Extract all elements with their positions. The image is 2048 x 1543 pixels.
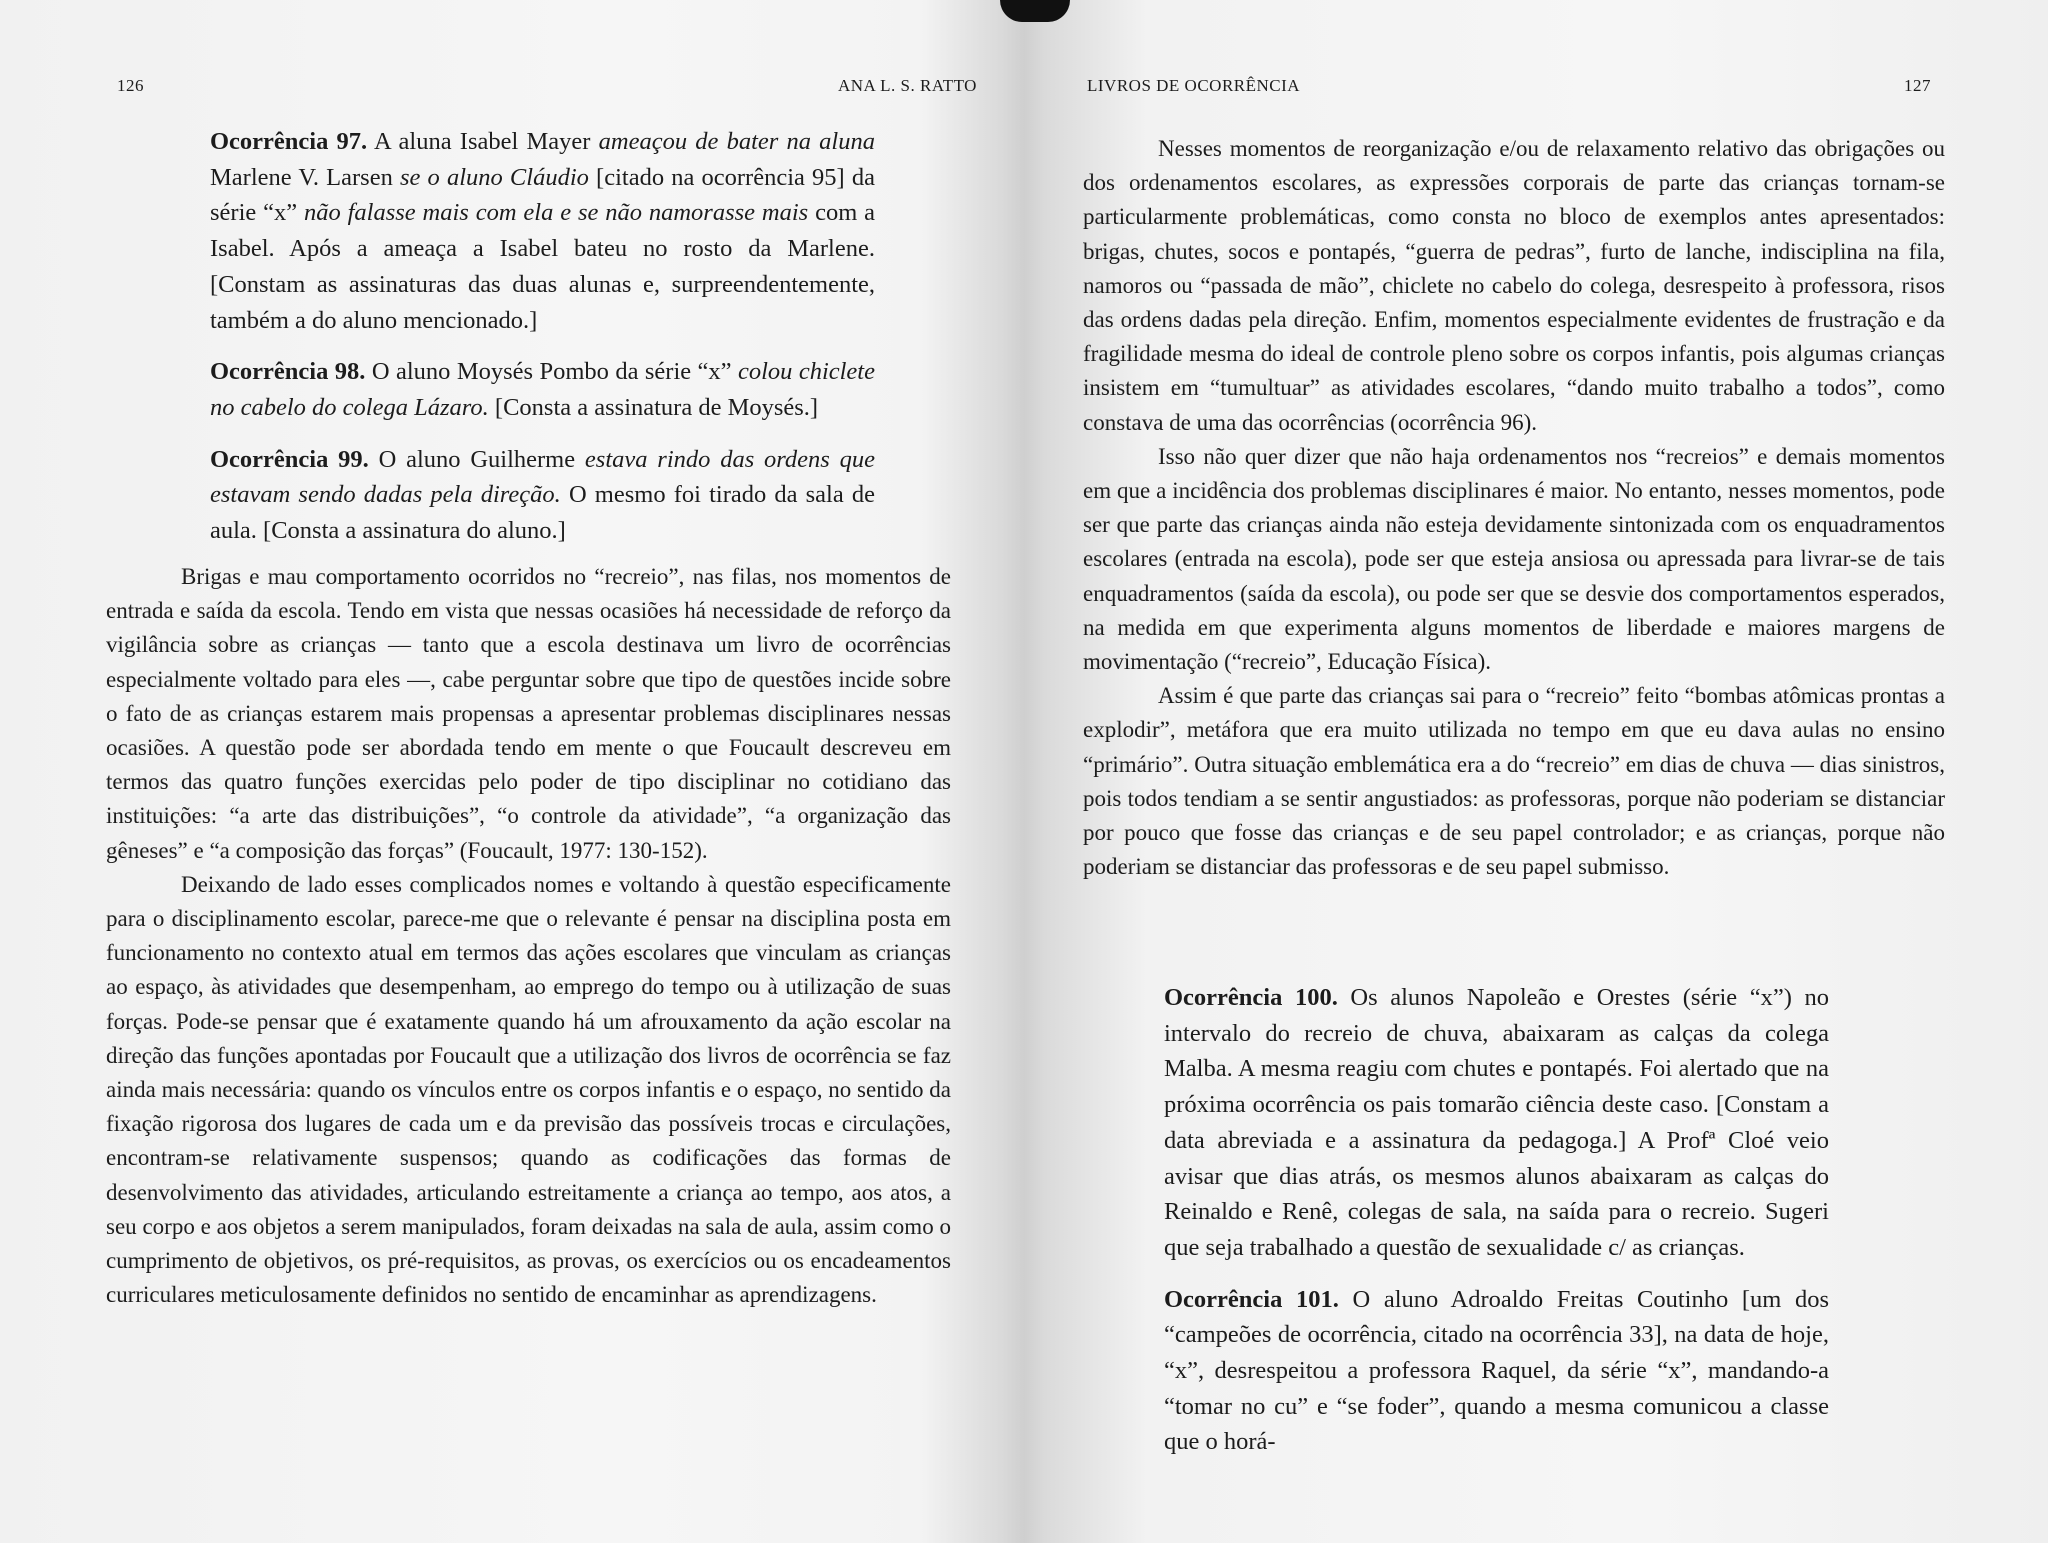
occurrence-label: Ocorrência 98. bbox=[210, 358, 366, 386]
quote-text: Os alunos Napoleão e Orestes (série “x”) no intervalo do recreio de chuva, abaixaram as calças da colega Malba. A mesma reagiu com chutes e pontapés. Foi alertado que na próxima ocorrência os pais tomarão ciência deste caso. [Constam a data abreviada e a assinatura da pedagoga.] A Profª Cloé veio avisar que dias atrás, os mesmos alunos abaixaram as calças do Reinaldo e Renê, colegas de sala, na saída para o recreio. Sugeri que seja trabalhado a questão de sexualidade c/ as crianças. bbox=[1164, 984, 1829, 1261]
paragraph: Isso não quer dizer que não haja ordenamentos nos “recreios” e demais momentos em que a incidência dos problemas disciplinares é maior. No entanto, nesses momentos, pode ser que parte das crianças ainda não esteja devidamente sintonizada com os enquadramentos escolares (entrada na escola), pode ser que esteja ansiosa ou apressada para livrar-se de tais enquadramentos (saída da escola), ou pode ser que se desvie dos comportamentos esperados, na medida em que experimenta alguns momentos de liberdade e maiores margens de movimentação (“recreio”, Educação Física). bbox=[1083, 443, 1945, 675]
body-text bbox=[1083, 132, 1945, 884]
occurrence-label: Ocorrência 100. bbox=[1164, 984, 1338, 1011]
occurrence-quotes bbox=[1164, 980, 1829, 1476]
quote-italic: ameaçou de bater na aluna bbox=[598, 128, 875, 155]
quote-italic: se o aluno Cláudio bbox=[399, 163, 589, 191]
occurrence-label: Ocorrência 101. bbox=[1164, 1285, 1339, 1313]
quote-text: [citado na ocorrência 95] da série “x” bbox=[210, 163, 875, 227]
left-page bbox=[0, 0, 1000, 1543]
quote-italic: colou chiclete no cabelo do colega Lázaro. bbox=[210, 358, 875, 421]
occurrence-99 bbox=[210, 442, 875, 549]
page-number: 127 bbox=[1904, 76, 1931, 95]
quote-italic: não falasse mais com ela e se não namorasse mais bbox=[304, 199, 809, 227]
right-page bbox=[1024, 0, 2048, 1543]
occurrence-label: Ocorrência 97. bbox=[210, 128, 368, 155]
paragraph: Brigas e mau comportamento ocorridos no “recreio”, nas filas, nos momentos de entrada e saída da escola. Tendo em vista que nessas ocasiões há necessidade de reforço da vigilância sobre as crianças — tanto que a escola destinava um livro de ocorrências especialmente voltado para eles —, cabe perguntar sobre que tipo de questões incide sobre o fato de as crianças estarem mais propensas a apresentar problemas disciplinares nessas ocasiões. A questão pode ser abordada tendo em mente o que Foucault descreveu em termos das quatro funções exercidas pelo poder de tipo disciplinar no cotidiano das instituições: “a arte das distribuições”, “o controle da atividade”, “a organização das gêneses” e “a composição das forças” (Foucault, 1977: 130-152). bbox=[106, 564, 951, 863]
quote-text: O aluno Moysés Pombo da série “x” bbox=[365, 358, 738, 386]
body-text bbox=[106, 560, 951, 1312]
quote-text: O aluno Guilherme bbox=[368, 445, 585, 473]
paragraph: Assim é que parte das crianças sai para o “recreio” feito “bombas atômicas prontas a explodir”, metáfora que era muito utilizada no tempo em que eu dava aulas no ensino “primário”. Outra situação emblemática era a do “recreio” em dias de chuva — dias sinistros, pois todos tendiam a se sentir angustiados: as professoras, porque não poderiam se distanciar por pouco que fosse das crianças e de seu papel controlador; e as crianças, porque não poderiam se distanciar das professoras e de seu papel submisso. bbox=[1083, 683, 1945, 880]
occurrence-100 bbox=[1164, 980, 1829, 1266]
occurrence-101 bbox=[1164, 1282, 1829, 1461]
occurrence-quotes bbox=[210, 124, 875, 565]
occurrence-97 bbox=[210, 124, 875, 338]
quote-text: O mesmo foi tirado da sala de aula. [Consta a assinatura do aluno.] bbox=[210, 481, 876, 545]
quote-text: [Consta a assinatura de Moysés.] bbox=[488, 393, 819, 421]
quote-text: A aluna Isabel Mayer bbox=[367, 128, 599, 155]
occurrence-label: Ocorrência 99. bbox=[210, 445, 369, 473]
quote-text: Marlene V. Larsen bbox=[210, 163, 400, 191]
running-head: ANA L. S. RATTO bbox=[838, 76, 977, 95]
paragraph: Nesses momentos de reorganização e/ou de relaxamento relativo das obrigações ou dos ordenamentos escolares, as expressões corporais de parte das crianças tornam-se particularmente problemáticas, como consta no bloco de exemplos antes apresentados: brigas, chutes, socos e pontapés, “guerra de pedras”, furto de lanche, indisciplina na fila, namoros ou “passada de mão”, chiclete no cabelo do colega, desrespeito à professora, risos das ordens dadas pela direção. Enfim, momentos especialmente evidentes de frustração e da fragilidade mesma do ideal de controle pleno sobre os corpos infantis, pois algumas crianças insistem em “tumultuar” as atividades escolares, “dando muito trabalho a todos”, como constava de uma das ocorrências (ocorrência 96). bbox=[1083, 136, 1945, 435]
occurrence-98 bbox=[210, 354, 875, 425]
quote-text: com a Isabel. Após a ameaça a Isabel bateu no rosto da Marlene. [Constam as assinaturas das duas alunas e, surpreendentemente, também a do aluno mencionado.] bbox=[210, 199, 876, 334]
quote-italic: estava rindo das ordens que estavam sendo dadas pela direção. bbox=[210, 445, 875, 509]
page-number: 126 bbox=[117, 76, 144, 95]
quote-text: O aluno Adroaldo Freitas Coutinho [um dos “campeões de ocorrência, citado na ocorrência 33], na data de hoje, “x”, desrespeitou a professora Raquel, da série “x”, mandando-a “tomar no cu” e “se foder”, quando a mesma comunicou a classe que o horá- bbox=[1164, 1285, 1829, 1456]
running-head: LIVROS DE OCORRÊNCIA bbox=[1087, 76, 1301, 95]
paragraph: Deixando de lado esses complicados nomes e voltando à questão especificamente para o disciplinamento escolar, parece-me que o relevante é pensar na disciplina posta em funcionamento no contexto atual em termos das ações escolares que vinculam as crianças ao espaço, às atividades que desempenham, ao emprego do tempo ou à utilização de suas forças. Pode-se pensar que é exatamente quando há um afrouxamento da ação escolar na direção das funções apontadas por Foucault que a utilização dos livros de ocorrência se faz ainda mais necessária: quando os vínculos entre os corpos infantis e o espaço, no sentido da fixação rigorosa dos lugares de cada um e da previsão das possíveis trocas e circulações, encontram-se relativamente suspensos; quando as codificações das formas de desenvolvimento das atividades, articulando estreitamente a criança ao tempo, aos atos, a seu corpo e aos objetos a serem manipulados, foram deixadas na sala de aula, assim como o cumprimento de objetivos, os pré-requisitos, as provas, os exercícios ou os encadeamentos curriculares meticulosamente definidos no sentido de encaminhar as aprendizagens. bbox=[106, 871, 951, 1308]
